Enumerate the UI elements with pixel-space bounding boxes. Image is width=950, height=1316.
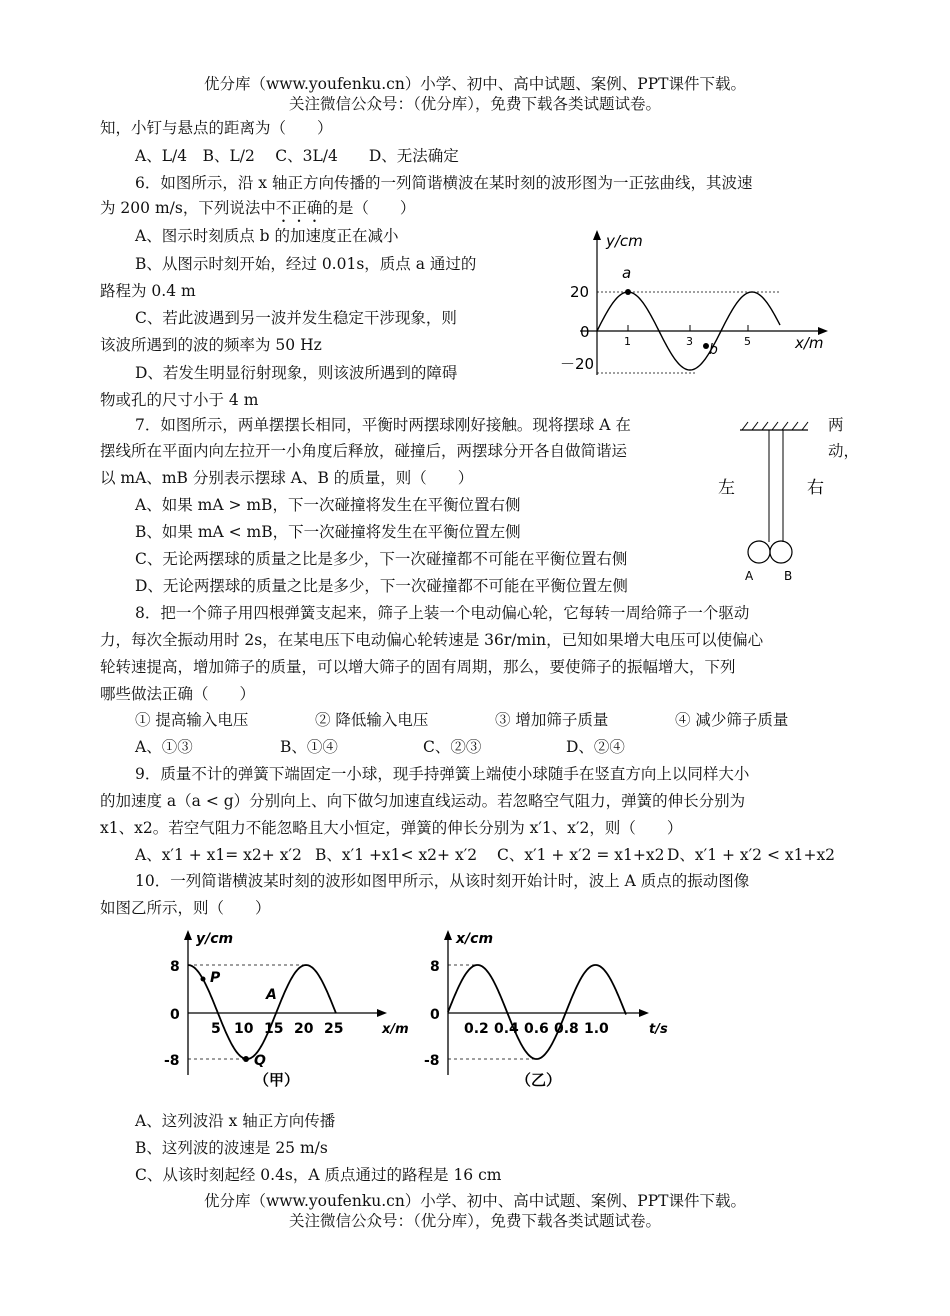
- q8-stem-line-2: 力，每次全振动用时 2s，在某电压下电动偏心轮转速是 36r/min，已知如果增大电压可以使偏心: [100, 631, 764, 649]
- q8-option-b: B、①④: [280, 738, 338, 756]
- q8-option-a: A、①③: [135, 738, 193, 756]
- q10a-ylabel: y/cm: [196, 931, 234, 947]
- q10a-label-p: P: [210, 970, 221, 986]
- q9-option-a: A、x′1 + x1= x2+ x′2: [135, 846, 302, 864]
- q10b-xlabel: t/s: [649, 1022, 668, 1037]
- q8-option-d: D、②④: [566, 738, 625, 756]
- q10b-tick-0-8: 0.8: [554, 1021, 579, 1037]
- q10a-y-zero: 0: [170, 1007, 180, 1023]
- q7-label-left: 左: [718, 478, 735, 498]
- q10-graph-jia: [158, 925, 418, 1090]
- q8-choice-2: ② 降低输入电压: [315, 711, 429, 729]
- q7-stem-line-1-end: 两: [828, 416, 844, 434]
- q6-y-bottom: －20: [560, 355, 595, 373]
- q10-graph-yi: [420, 925, 680, 1090]
- q6-option-c-line-2: 该波所遇到的波的频率为 50 Hz: [100, 336, 322, 354]
- q10a-point-q: [243, 1056, 249, 1062]
- q10a-y-bottom: -8: [164, 1053, 180, 1069]
- q10b-x-arrow: [639, 1009, 649, 1017]
- q7-label-ball-b: B: [784, 569, 793, 583]
- q6-option-b-line-2: 路程为 0.4 m: [100, 282, 196, 300]
- q6-y-zero: 0: [580, 323, 590, 341]
- q7-stem-line-2: 摆线所在平面内向左拉开一小角度后释放，碰撞后，两摆球分开各自做简谐运: [100, 442, 628, 460]
- q10b-y-arrow: [444, 930, 452, 940]
- q8-choice-4: ④ 减少筛子质量: [675, 711, 789, 729]
- q10a-tick-10: 10: [234, 1021, 254, 1037]
- q10b-tick-0-6: 0.6: [524, 1021, 549, 1037]
- q5-options: A、L/4 B、L/2 C、3L/4 D、无法确定: [135, 147, 459, 165]
- q10b-ylabel: x/cm: [456, 931, 494, 947]
- q7-stem-line-2-end: 动，: [828, 442, 860, 460]
- q6-tick-label-3: 3: [686, 335, 693, 348]
- q10a-tick-5: 5: [211, 1021, 221, 1037]
- q7-stem-line-3: 以 mA、mB 分别表示摆球 A、B 的质量，则（ ）: [100, 469, 474, 487]
- q10-stem-line-2: 如图乙所示，则（ ）: [100, 899, 271, 917]
- q8-stem-line-3: 轮转速提高，增加筛子的质量，可以增大筛子的固有周期，那么，要使筛子的振幅增大，下列: [100, 658, 736, 676]
- q7-ceiling-hatch: [742, 422, 808, 430]
- q10a-y-arrow: [184, 930, 192, 940]
- q7-label-ball-a: A: [745, 569, 754, 583]
- q7-pendulum-figure: [712, 418, 827, 588]
- header-line-1: 优分库（www.youfenku.cn）小学、初中、高中试题、案例、PPT课件下载。: [203, 75, 747, 93]
- q6-option-d-line-1: D、若发生明显衍射现象，则该波所遇到的障碍: [135, 364, 458, 382]
- q10b-y-top: 8: [430, 959, 440, 975]
- q10a-y-top: 8: [170, 959, 180, 975]
- q6-option-a: A、图示时刻质点 b 的加速度正在减小: [135, 227, 399, 245]
- q8-choice-1: ① 提高输入电压: [135, 711, 249, 729]
- q7-ball-a: [748, 541, 770, 563]
- q6-ylabel: y/cm: [606, 232, 643, 250]
- q7-label-right: 右: [807, 478, 824, 498]
- q6-label-b: b: [709, 342, 718, 358]
- q10b-wave-curve: [448, 965, 626, 1059]
- q10a-tick-15: 15: [264, 1021, 284, 1037]
- q10a-point-p: [201, 977, 206, 982]
- q8-choice-3: ③ 增加筛子质量: [495, 711, 609, 729]
- q10a-caption: （甲）: [254, 1071, 300, 1089]
- q6-wave-graph: [560, 225, 830, 385]
- q10b-y-bottom: -8: [424, 1053, 440, 1069]
- q6-point-a: [625, 289, 631, 295]
- q6-stem-line-2: 为 200 m/s，下列说法中不正确的是（ ）: [100, 199, 416, 217]
- q6-option-b-line-1: B、从图示时刻开始，经过 0.01s，质点 a 通过的: [135, 255, 477, 273]
- footer-line-2: 关注微信公众号：（优分库），免费下载各类试题试卷。: [288, 1212, 661, 1230]
- q9-stem-line-2: 的加速度 a（a < g）分别向上、向下做匀加速直线运动。若忽略空气阻力，弹簧的伸长分别为: [100, 792, 746, 810]
- q7-stem-line-1: 7．如图所示，两单摆摆长相同，平衡时两摆球刚好接触。现将摆球 A 在: [135, 416, 631, 434]
- q6-emphasis: 不正确: [275, 199, 323, 217]
- q10b-tick-0-2: 0.2: [464, 1021, 489, 1037]
- q8-stem-line-4: 哪些做法正确（ ）: [100, 685, 256, 703]
- q6-xlabel: x/m: [795, 334, 824, 352]
- q10b-y-zero: 0: [430, 1007, 440, 1023]
- q6-stem-line-1: 6．如图所示，沿 x 轴正方向传播的一列简谐横波在某时刻的波形图为一正弦曲线，其波速: [135, 174, 753, 192]
- q9-option-c: C、x′1 + x′2 = x1+x2: [497, 846, 665, 864]
- q6-y-top: 20: [570, 283, 590, 301]
- q10a-tick-20: 20: [294, 1021, 314, 1037]
- q6-y-arrow: [593, 230, 601, 240]
- q8-option-c: C、②③: [423, 738, 482, 756]
- q9-stem-line-3: x1、x2。若空气阻力不能忽略且大小恒定，弹簧的伸长分别为 x′1、x′2，则（ ）: [100, 819, 683, 837]
- q9-option-b: B、x′1 +x1< x2+ x′2: [315, 846, 478, 864]
- q6-option-d-line-2: 物或孔的尺寸小于 4 m: [100, 391, 259, 409]
- q7-option-d: D、无论两摆球的质量之比是多少，下一次碰撞都不可能在平衡位置左侧: [135, 577, 628, 595]
- q7-option-c: C、无论两摆球的质量之比是多少，下一次碰撞都不可能在平衡位置右侧: [135, 550, 628, 568]
- q8-stem-line-1: 8．把一个筛子用四根弹簧支起来，筛子上装一个电动偏心轮，它每转一周给筛子一个驱动: [135, 604, 750, 622]
- footer-line-1: 优分库（www.youfenku.cn）小学、初中、高中试题、案例、PPT课件下载。: [203, 1192, 747, 1210]
- q10a-label-a: A: [266, 987, 277, 1003]
- q9-stem-line-1: 9．质量不计的弹簧下端固定一小球，现手持弹簧上端使小球随手在竖直方向上以同样大小: [135, 765, 750, 783]
- q7-option-b: B、如果 mA < mB，下一次碰撞将发生在平衡位置左侧: [135, 523, 521, 541]
- q10a-label-q: Q: [254, 1053, 266, 1069]
- q10a-x-arrow: [377, 1009, 387, 1017]
- q10-option-a: A、这列波沿 x 轴正方向传播: [135, 1112, 336, 1130]
- q10-option-b: B、这列波的波速是 25 m/s: [135, 1139, 328, 1157]
- q7-ball-b: [770, 541, 792, 563]
- q9-option-d: D、x′1 + x′2 < x1+x2: [667, 846, 836, 864]
- q6-label-a: a: [622, 264, 632, 282]
- q10b-caption: （乙）: [516, 1071, 562, 1089]
- q6-option-c-line-1: C、若此波遇到另一波并发生稳定干涉现象，则: [135, 309, 457, 327]
- q10-option-c: C、从该时刻起经 0.4s，A 质点通过的路程是 16 cm: [135, 1166, 502, 1184]
- q10b-tick-0-4: 0.4: [494, 1021, 519, 1037]
- q7-option-a: A、如果 mA > mB，下一次碰撞将发生在平衡位置右侧: [135, 496, 521, 514]
- q10a-tick-25: 25: [324, 1021, 344, 1037]
- q6-tick-label-1: 1: [624, 335, 631, 348]
- q10-stem-line-1: 10．一列简谐横波某时刻的波形如图甲所示，从该时刻开始计时，波上 A 质点的振动图像: [135, 872, 750, 890]
- header-line-2: 关注微信公众号：（优分库），免费下载各类试题试卷。: [288, 95, 661, 113]
- q10b-tick-1-0: 1.0: [584, 1021, 609, 1037]
- q6-tick-label-5: 5: [744, 335, 751, 348]
- q5-stem-continuation: 知，小钉与悬点的距离为（ ）: [100, 119, 333, 137]
- q10a-xlabel: x/m: [382, 1022, 409, 1037]
